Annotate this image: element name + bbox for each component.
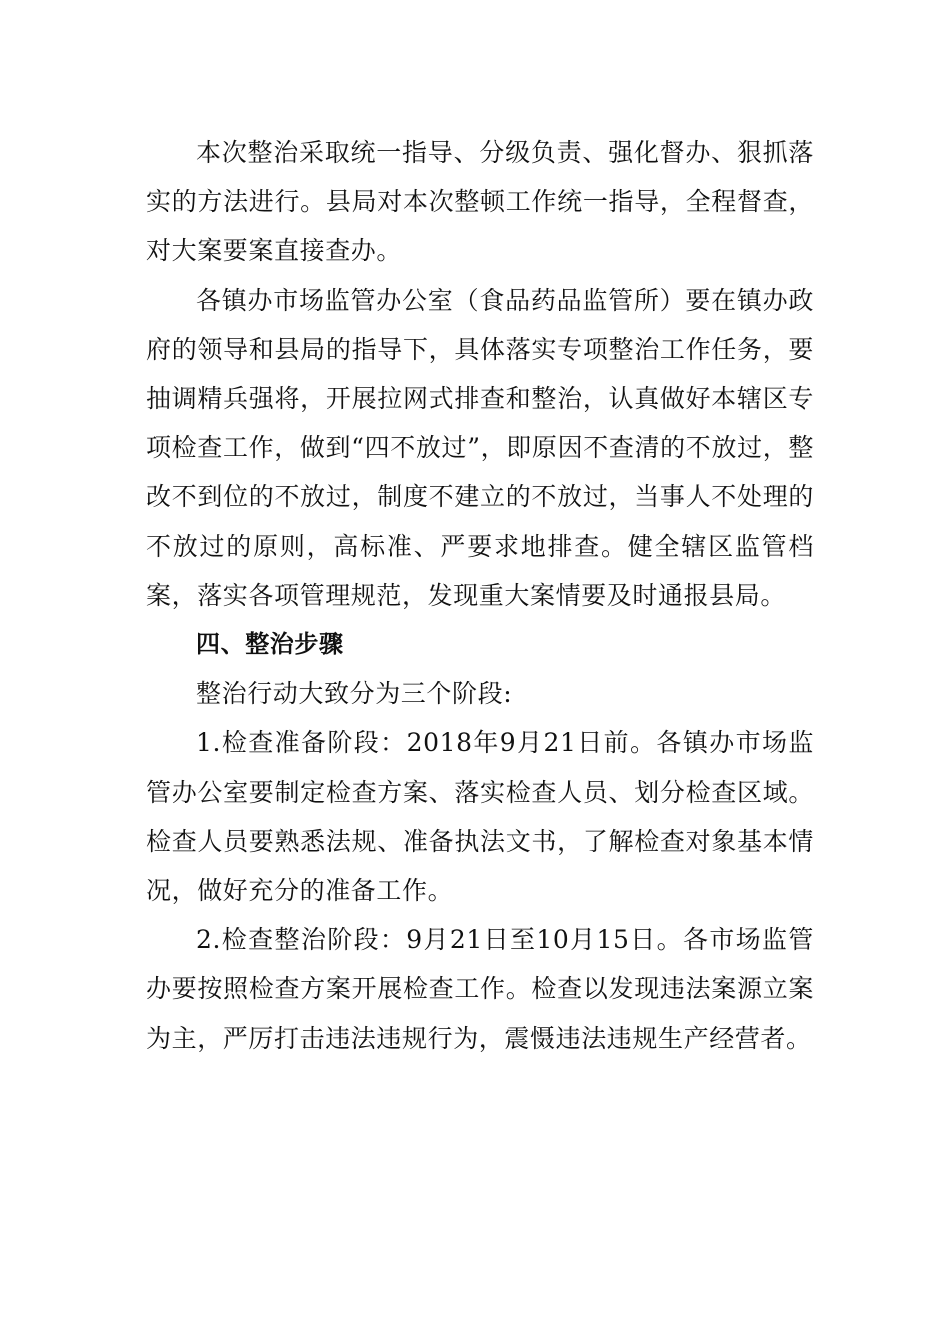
section-heading: 四、整治步骤 (196, 630, 344, 659)
step-preparation: 1.检查准备阶段：2018年9月21日前。各镇办市场监管办公室要制定检查方案、落实检查人员、划分检查区域。检查人员要熟悉法规、准备执法文书，了解检查对象基本情况，做好充分的准备工作。 (146, 728, 814, 906)
paragraph-town-offices: 各镇办市场监管办公室（食品药品监管所）要在镇办政府的领导和县局的指导下，具体落实专项整治工作任务，要抽调精兵强将，开展拉网式排查和整治，认真做好本辖区专项检查工作，做到“四不放过”，即原因不查清的不放过，整改不到位的不放过，制度不建立的不放过，当事人不处理的不放过的原则，高标准、严要求地排查。健全辖区监管档案，落实各项管理规范，发现重大案情要及时通报县局。 (146, 285, 814, 610)
step-inspection: 2.检查整治阶段：9月21日至10月15日。各市场监管办要按照检查方案开展检查工作。检查以发现违法案源立案为主，严厉打击违法违规行为，震慑违法违规生产经营者。 (146, 925, 814, 1053)
paragraph-unified-guidance: 本次整治采取统一指导、分级负责、强化督办、狠抓落实的方法进行。县局对本次整顿工作统一指导，全程督查，对大案要案直接查办。 (146, 138, 814, 266)
document-body (146, 128, 814, 1063)
steps-intro: 整治行动大致分为三个阶段: (196, 679, 513, 709)
